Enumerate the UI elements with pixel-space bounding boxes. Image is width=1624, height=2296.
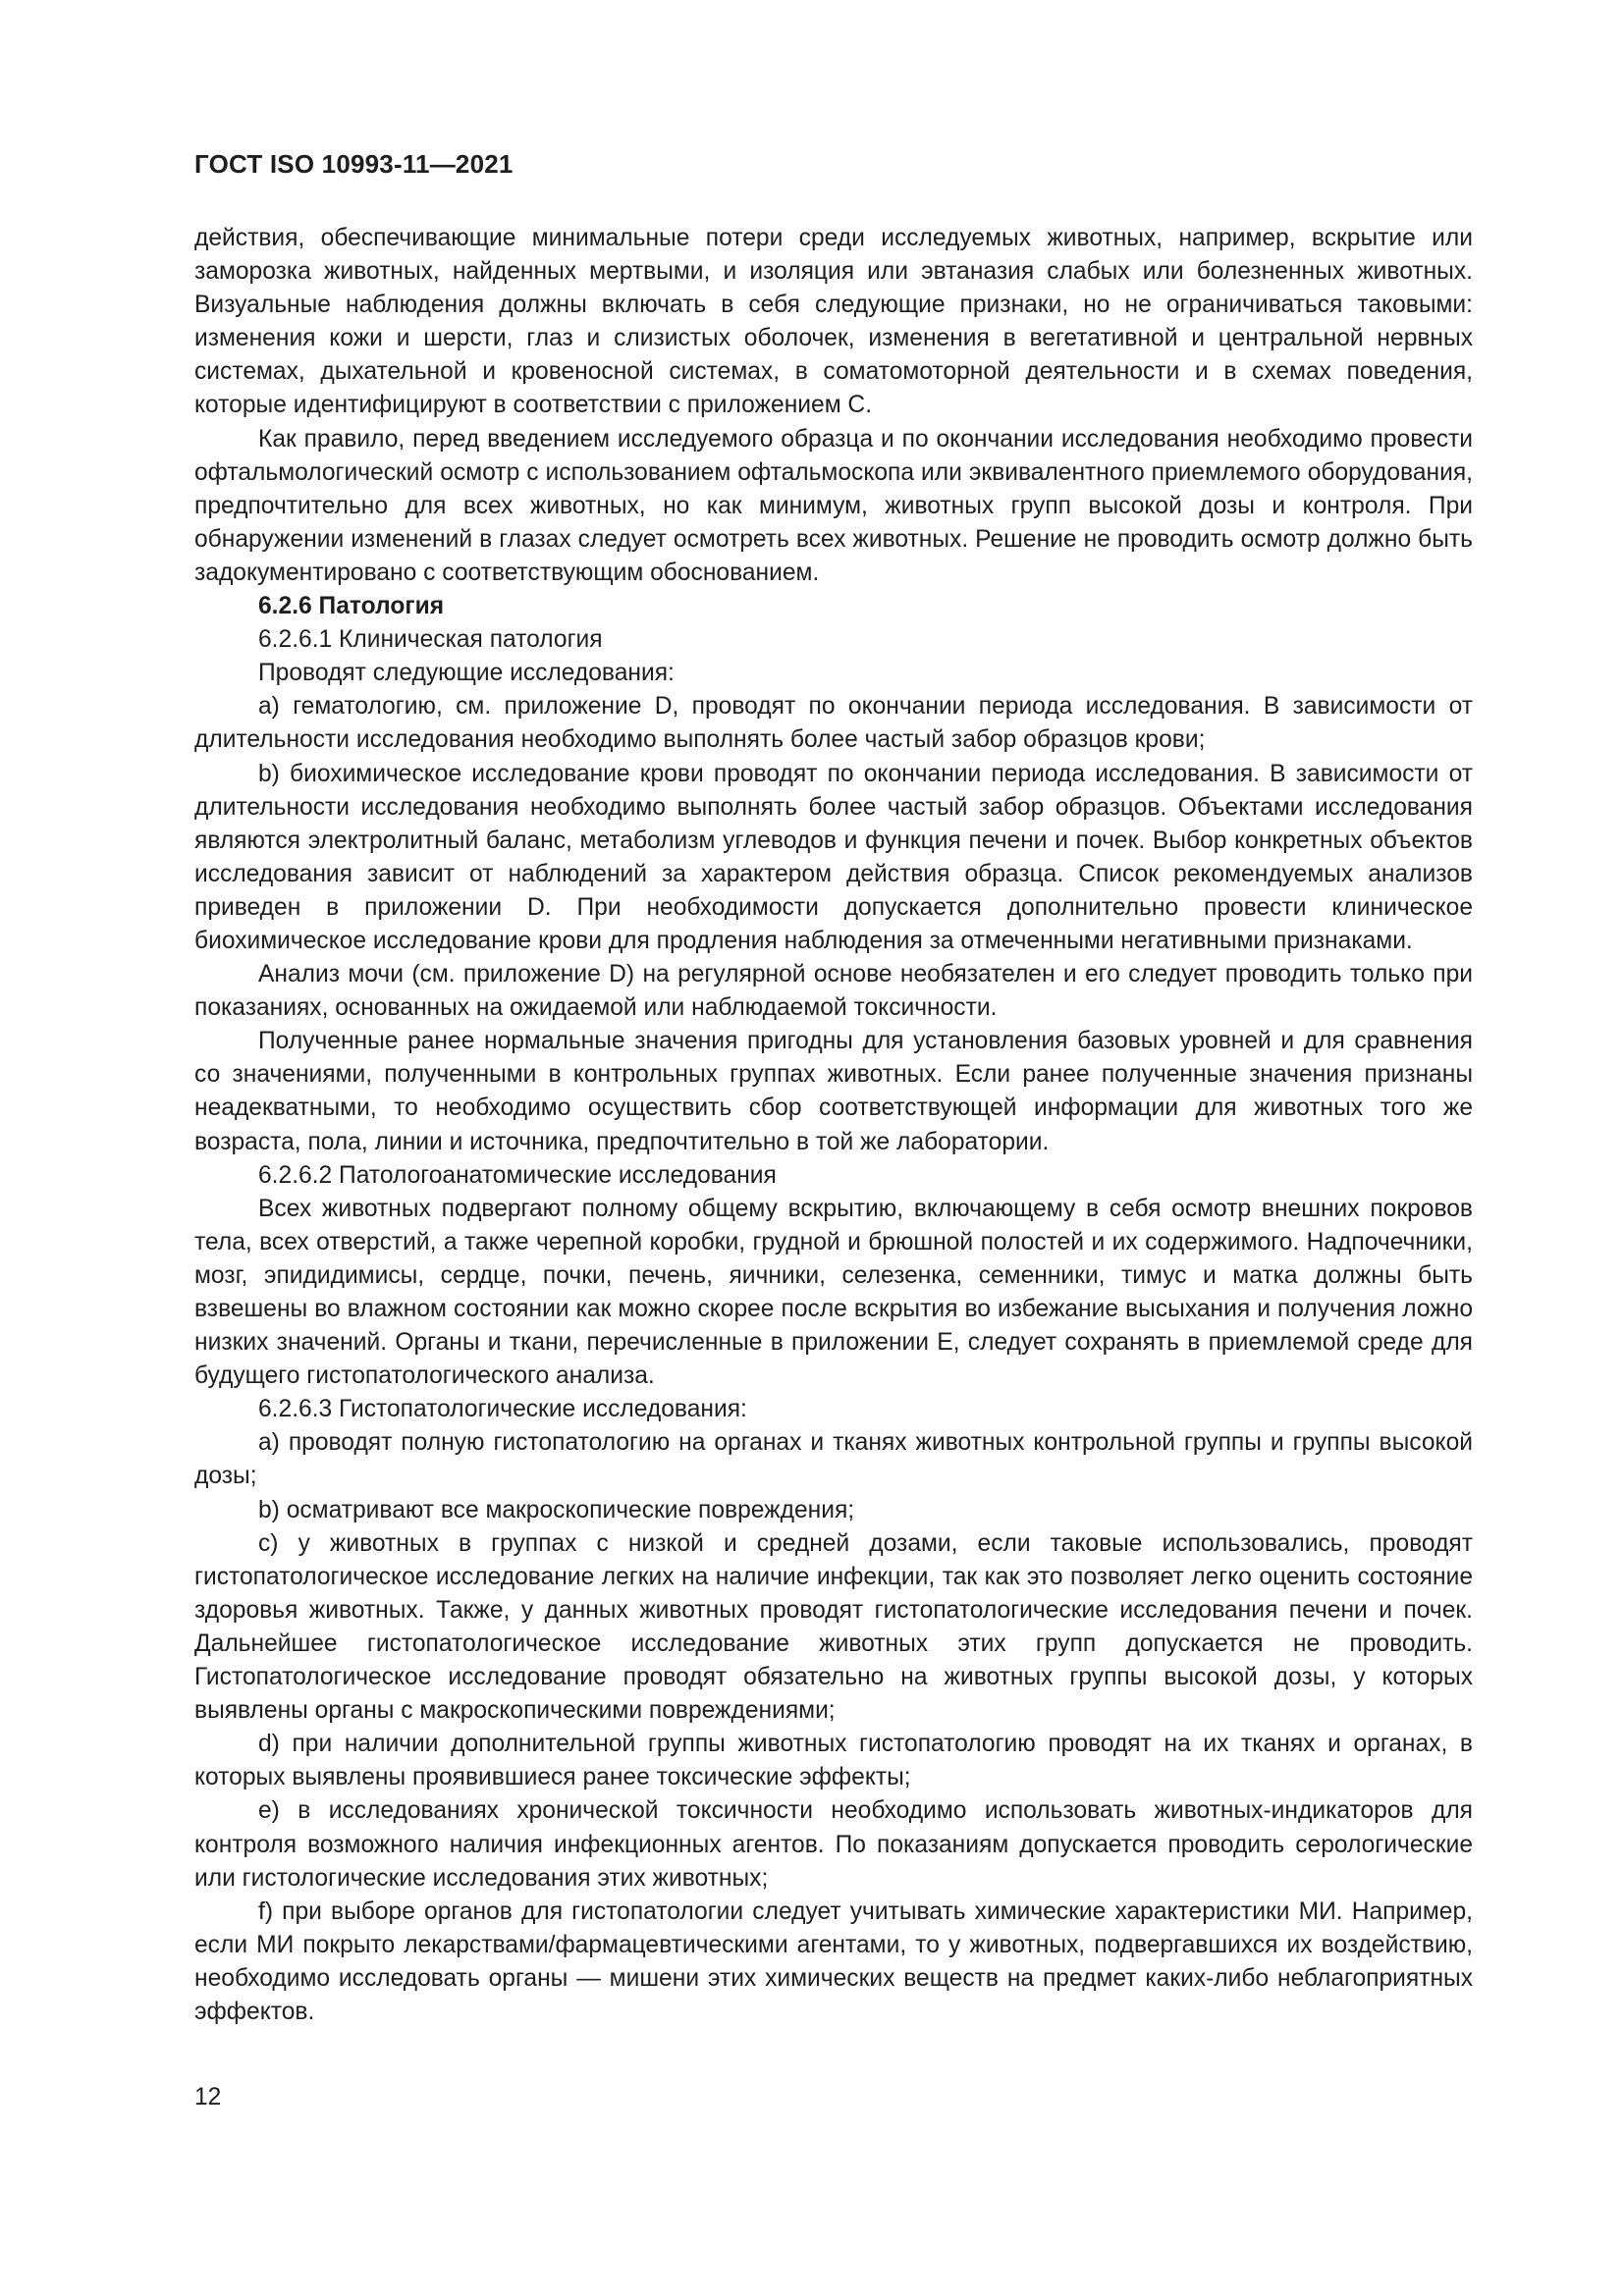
list-item: b) осматривают все макроскопические повреждения; <box>258 1496 855 1523</box>
document-header: ГОСТ ISO 10993-11—2021 <box>194 149 514 179</box>
paragraph: Как правило, перед введением исследуемого образца и по окончании исследования необходимо провести офтальмологический осмотр с использованием офтальмоскопа или эквивалентного приемлемого оборудования, предпочтительно для всех животных, но как минимум, животных групп высокой дозы и контроля. При обнаружении изменений в глазах следует осмотреть всех животных. Решение не проводить осмотр должно быть задокументировано с соответствующим обоснованием. <box>194 425 1473 586</box>
list-item: d) при наличии дополнительной группы животных гистопатологию проводят на их тканях и органах, в которых выявлены проявившиеся ранее токсические эффекты; <box>194 1731 1473 1791</box>
paragraph: действия, обеспечивающие минимальные потери среди исследуемых животных, например, вскрытие или заморозка животных, найденных мертвыми, и изоляция или эвтаназия слабых или болезненных животных. Визуальные наблюдения должны включать в себя следующие признаки, но не ограничиваться таковыми: изменения кожи и шерсти, глаз и слизистых оболочек, изменения в вегетативной и центральной нервных системах, дыхательной и кровеносной системах, в соматомоторной деятельности и в схемах поведения, которые идентифицируют в соответствии с приложением С. <box>194 225 1473 419</box>
paragraph: Всех животных подвергают полному общему вскрытию, включающему в себя осмотр внешних покровов тела, всех отверстий, а также черепной коробки, грудной и брюшной полостей и их содержимого. Надпочечники, мозг, эпидидимисы, сердце, почки, печень, яичники, селезенка, семенники, тимус и матка должны быть взвешены во влажном состоянии как можно скорее после вскрытия во избежание высыхания и получения ложно низких значений. Органы и ткани, перечисленные в приложении Е, следует сохранять в приемлемой среде для будущего гистопатологического анализа. <box>194 1195 1473 1390</box>
paragraph: Проводят следующие исследования: <box>258 660 675 687</box>
list-item: a) гематологию, см. приложение D, проводят по окончании периода исследования. В зависимости от длительности исследования необходимо выполнять более частый забор образцов крови; <box>194 693 1473 754</box>
page-number: 12 <box>194 2084 222 2110</box>
list-item: b) биохимическое исследование крови проводят по окончании периода исследования. В зависимости от длительности исследования необходимо выполнять более частый забор образцов. Объектами исследования являются электролитный баланс, метаболизм углеводов и функция печени и почек. Выбор конкретных объектов исследования зависит от наблюдений за характером действия образца. Список рекомендуемых анализов приведен в приложении D. При необходимости допускается дополнительно провести клиническое биохимическое исследование крови для продления наблюдения за отмеченными негативными признаками. <box>194 760 1473 954</box>
section-heading: 6.2.6 Патология <box>258 593 445 620</box>
list-item: f) при выборе органов для гистопатологии следует учитывать химические характеристики МИ. Например, если МИ покрыто лекарствами/фармацевтическими агентами, то у животных, подвергавшихся их воздействию, необходимо исследовать органы — мишени этих химических веществ на предмет каких-либо неблагоприятных эффектов. <box>194 1897 1473 2025</box>
subsection-heading: 6.2.6.2 Патологоанатомические исследования <box>258 1161 777 1189</box>
subsection-heading: 6.2.6.1 Клиническая патология <box>258 626 603 654</box>
list-item: a) проводят полную гистопатологию на органах и тканях животных контрольной группы и группы высокой дозы; <box>194 1429 1473 1490</box>
list-item: c) у животных в группах с низкой и средней дозами, если таковые использовались, проводят гистопатологическое исследование легких на наличие инфекции, так как это позволяет легко оценить состояние здоровья животных. Также, у данных животных проводят гистопатологические исследования печени и почек. Дальнейшее гистопатологическое исследование животных этих групп допускается не проводить. Гистопатологическое исследование проводят обязательно на животных группы высокой дозы, у которых выявлены органы с макроскопическими повреждениями; <box>194 1529 1473 1725</box>
document-body <box>194 222 1473 2029</box>
subsection-heading: 6.2.6.3 Гистопатологические исследования: <box>258 1396 747 1423</box>
paragraph: Полученные ранее нормальные значения пригодны для установления базовых уровней и для сравнения со значениями, полученными в контрольных группах животных. Если ранее полученные значения признаны неадекватными, то необходимо осуществить сбор соответствующей информации для животных того же возраста, пола, линии и источника, предпочтительно в той же лаборатории. <box>194 1028 1473 1155</box>
paragraph: Анализ мочи (см. приложение D) на регулярной основе необязателен и его следует проводить только при показаниях, основанных на ожидаемой или наблюдаемой токсичности. <box>194 961 1473 1022</box>
list-item: e) в исследованиях хронической токсичности необходимо использовать животных-индикаторов для контроля возможного наличия инфекционных агентов. По показаниям допускается проводить серологические или гистологические исследования этих животных; <box>194 1797 1473 1892</box>
